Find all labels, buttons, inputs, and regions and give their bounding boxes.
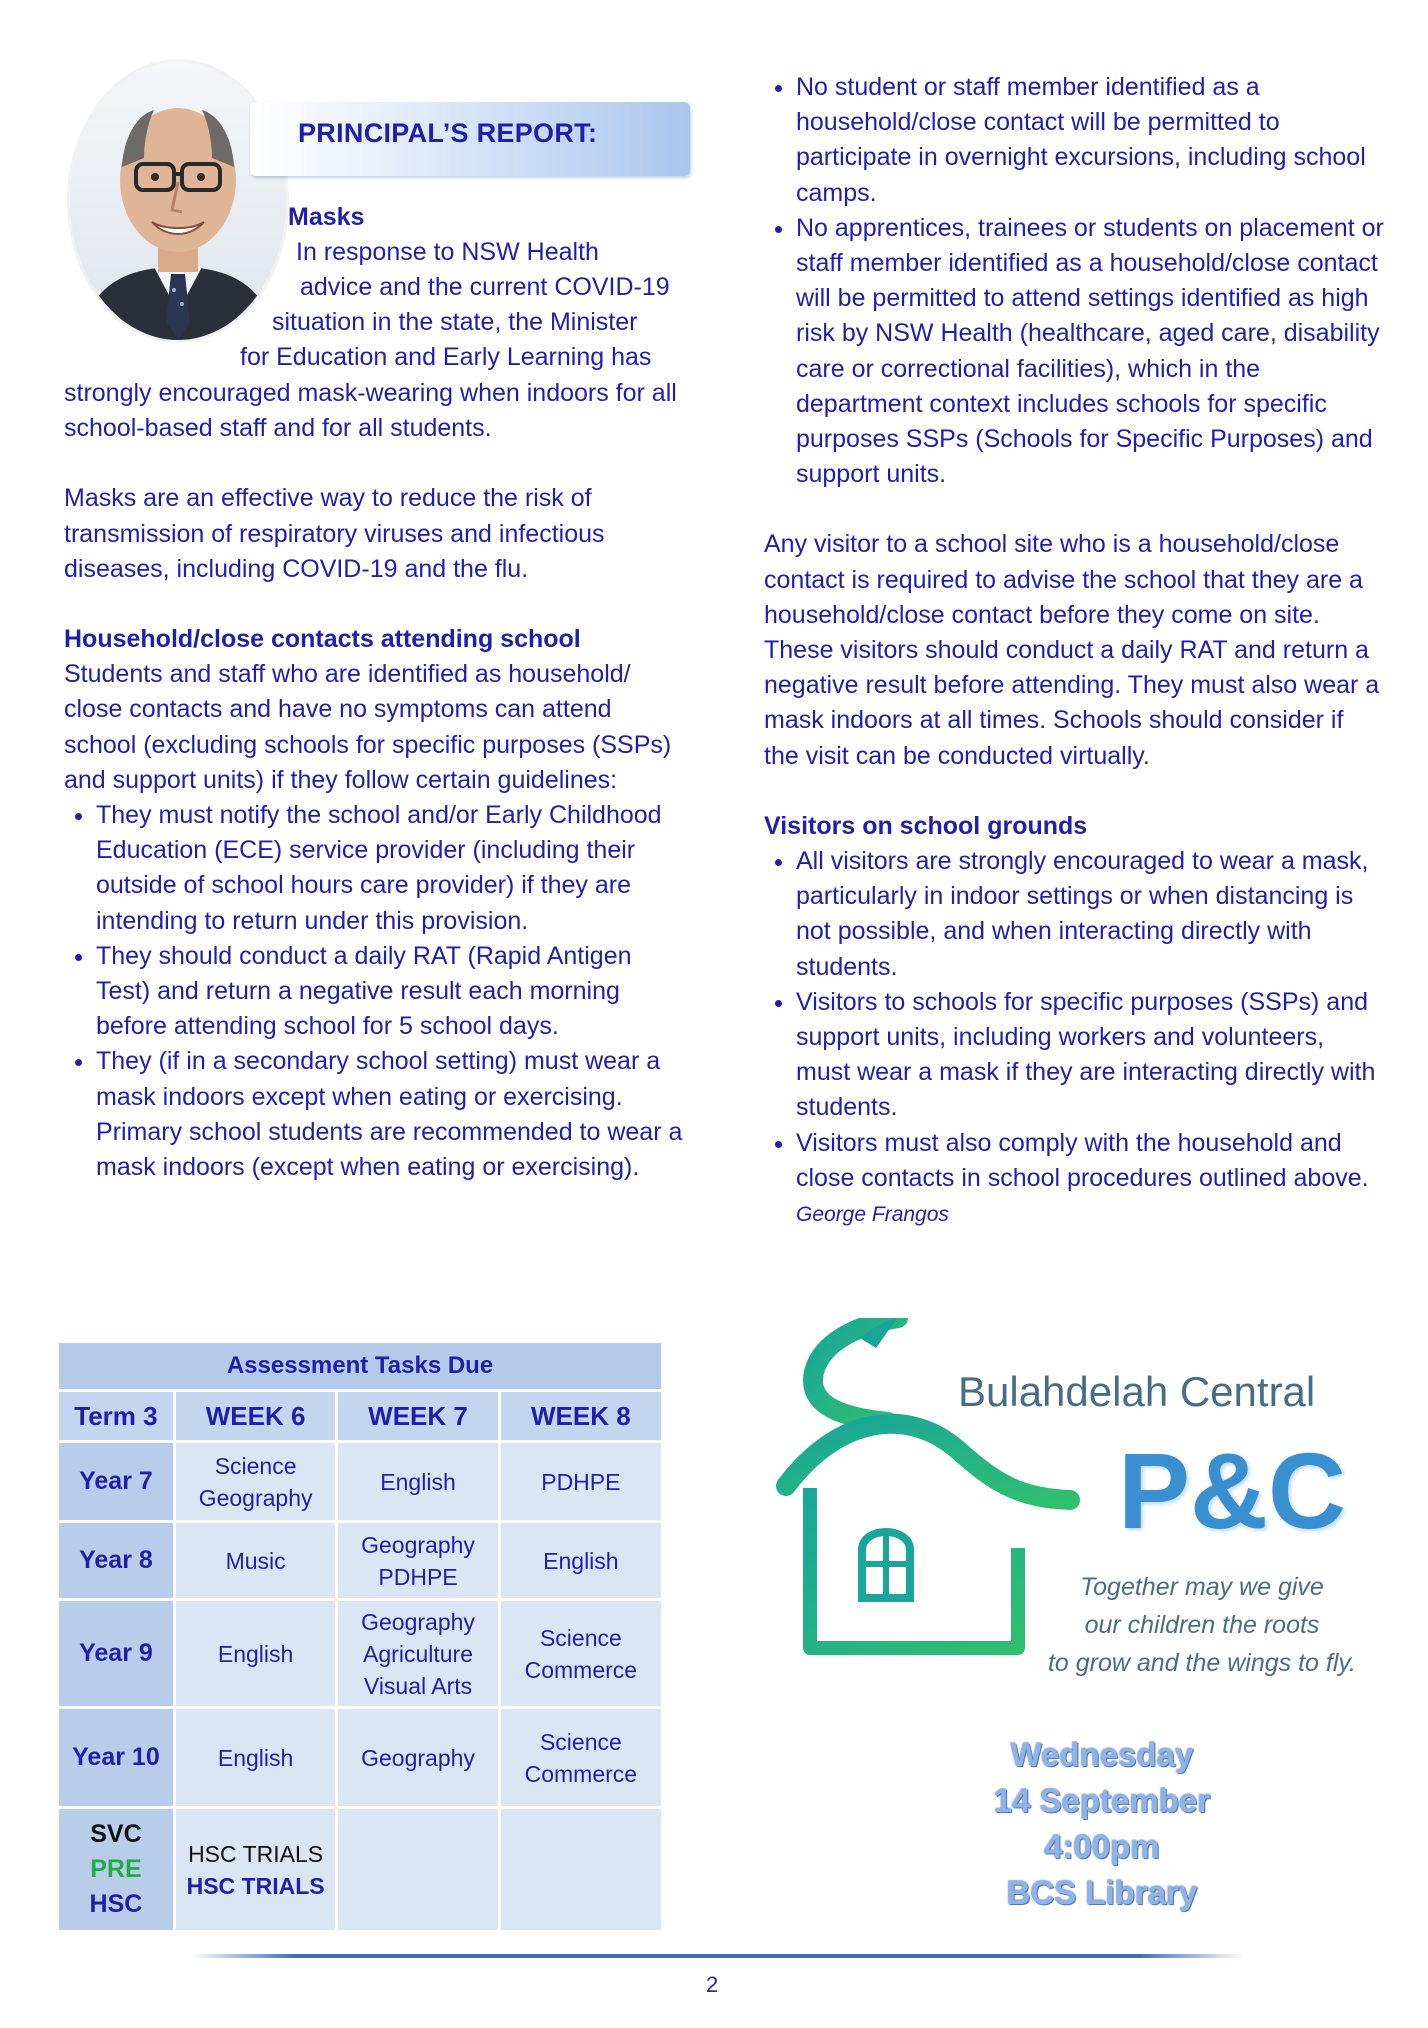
meeting-date: 14 September <box>993 1782 1211 1819</box>
visitors-bullet <box>796 1126 1384 1233</box>
cell-week8 <box>499 1522 662 1600</box>
task: Geography <box>361 1531 475 1558</box>
left-column <box>64 376 684 1185</box>
row-label: Year 8 <box>58 1522 175 1600</box>
row-label: Year 9 <box>58 1600 175 1708</box>
cell-week7 <box>337 1442 499 1522</box>
pc-logo-motto <box>1032 1568 1372 1682</box>
assessment-caption: Assessment Tasks Due <box>58 1342 663 1391</box>
cell-week6 <box>174 1522 336 1600</box>
motto-line: to grow and the wings to fly. <box>1047 1649 1357 1677</box>
pc-logo-name: Bulahdelah Central <box>958 1368 1316 1415</box>
pre-label: PRE <box>90 1855 142 1883</box>
restriction-bullet: • No apprentices, trainees or students on placement or staff member identified as a household/close contact will be permitted to attend settings identified as high risk by NSW Health (healthcare, aged care, disability care or correctional facilities), which in the department context includes schools for specific purposes SSPs (Schools for Specific Purposes) and support units. <box>796 211 1384 493</box>
pc-logo <box>770 1318 1390 1698</box>
task: Science <box>539 1624 622 1651</box>
task: Visual Arts <box>363 1672 473 1699</box>
household-heading: Household/close contacts attending school <box>64 625 581 654</box>
task: PDHPE <box>541 1468 621 1495</box>
task: Agriculture <box>363 1640 473 1667</box>
svc-label: SVC <box>90 1820 142 1848</box>
intro-line-1: In response to NSW Health <box>296 238 599 266</box>
visitors-last-text: Visitors must also comply with the household and close contacts in school procedures outlined above. <box>796 1128 1369 1192</box>
task: Science <box>214 1452 297 1479</box>
task: Music <box>225 1547 286 1574</box>
task: English <box>543 1547 619 1574</box>
meeting-day: Wednesday <box>1010 1736 1194 1773</box>
visitor-paragraph-2: These visitors should conduct a daily RAT and return a negative result before attending. They must also wear a mask indoors at all times. Schools should consider if the visit can be conducted virtually. <box>764 636 1380 770</box>
intro-continuation: strongly encouraged mask-wearing when indoors for all school-based staff and for all students. <box>64 379 677 443</box>
report-title: PRINCIPAL’S REPORT: <box>298 118 598 148</box>
motto-line: Together may we give <box>1080 1573 1324 1601</box>
task: Science <box>539 1728 622 1755</box>
task: Geography <box>361 1744 475 1771</box>
cell-week6 <box>174 1442 336 1522</box>
meeting-time: 4:00pm <box>1044 1828 1160 1865</box>
page-number: 2 <box>706 1972 719 1997</box>
motto-line: our children the roots <box>1084 1611 1320 1639</box>
intro-line-3: situation in the state, the Minister <box>272 308 638 336</box>
task: English <box>217 1640 294 1667</box>
signature: George Frangos <box>796 1203 949 1227</box>
task: Commerce <box>524 1760 638 1787</box>
masks-paragraph: Masks are an effective way to reduce the risk of transmission of respiratory viruses and infectious diseases, including COVID-19 and the flu. <box>64 484 605 583</box>
pc-meeting-details <box>932 1732 1272 1916</box>
intro-line-4: for Education and Early Learning has <box>240 343 652 371</box>
visitors-bullet: • All visitors are strongly encouraged to wear a mask, particularly in indoor settings or when distancing is not possible, and when interacting directly with students. <box>796 844 1384 985</box>
household-bullet: • They should conduct a daily RAT (Rapid Antigen Test) and return a negative result each morning before attending school for 5 school days. <box>96 939 684 1045</box>
household-paragraph: Students and staff who are identified as household/ close contacts and have no symptoms can attend school (excluding schools for specific purposes (SSPs) and support units) if they follow certain guidelines: <box>64 660 672 794</box>
task: PDHPE <box>378 1563 458 1590</box>
right-column <box>764 70 1384 1232</box>
header-term: Term 3 <box>58 1391 175 1442</box>
pc-logo-mark: P&C <box>1118 1430 1347 1551</box>
cell-week8 <box>499 1808 662 1932</box>
cell-week6 <box>174 1600 336 1708</box>
household-bullet: • They (if in a secondary school setting) must wear a mask indoors except when eating or exercising. Primary school students are recommended to wear a mask indoors (except when eating or exercising). <box>96 1044 684 1185</box>
assessment-table <box>56 1340 664 1933</box>
visitor-paragraph-1: Any visitor to a school site who is a household/close contact is required to advise the school that they are a household/close contact before they come on site. <box>764 530 1363 629</box>
footer-divider <box>190 1954 1244 1958</box>
intro-line-2: advice and the current COVID-19 <box>300 273 670 301</box>
visitors-list <box>764 844 1384 1232</box>
cell-week7 <box>337 1708 499 1808</box>
cell-week8 <box>499 1442 662 1522</box>
household-bullet: • They must notify the school and/or Early Childhood Education (ECE) service provider (including their outside of school hours care provider) if they are intending to return under this provision. <box>96 798 684 939</box>
task: English <box>217 1744 294 1771</box>
cell-week7 <box>337 1600 499 1708</box>
household-list <box>64 798 684 1185</box>
row-label: Year 10 <box>58 1708 175 1808</box>
hsc-label: HSC <box>89 1890 143 1918</box>
masks-heading: Masks <box>288 203 365 231</box>
task: Geography <box>198 1484 313 1511</box>
header-week6: WEEK 6 <box>174 1391 336 1442</box>
task: HSC TRIALS <box>186 1872 325 1899</box>
header-week7: WEEK 7 <box>337 1391 499 1442</box>
row-label-svc <box>58 1808 175 1932</box>
header-week8: WEEK 8 <box>499 1391 662 1442</box>
restriction-bullet: • No student or staff member identified as a household/close contact will be permitted to participate in overnight excursions, including school camps. <box>796 70 1384 211</box>
task: English <box>380 1468 456 1495</box>
task: HSC TRIALS <box>188 1840 324 1867</box>
task: Commerce <box>524 1656 638 1683</box>
restrictions-list <box>764 70 1384 492</box>
cell-week6 <box>174 1808 336 1932</box>
cell-week8 <box>499 1708 662 1808</box>
visitors-heading: Visitors on school grounds <box>764 811 1088 840</box>
cell-week7 <box>337 1808 499 1932</box>
cell-week7 <box>337 1522 499 1600</box>
meeting-place: BCS Library <box>1006 1874 1198 1911</box>
cell-week8 <box>499 1600 662 1708</box>
visitors-bullet: • Visitors to schools for specific purposes (SSPs) and support units, including workers and volunteers, must wear a mask if they are interacting directly with students. <box>796 985 1384 1126</box>
task: Geography <box>361 1608 475 1635</box>
cell-week6 <box>174 1708 336 1808</box>
row-label: Year 7 <box>58 1442 175 1522</box>
